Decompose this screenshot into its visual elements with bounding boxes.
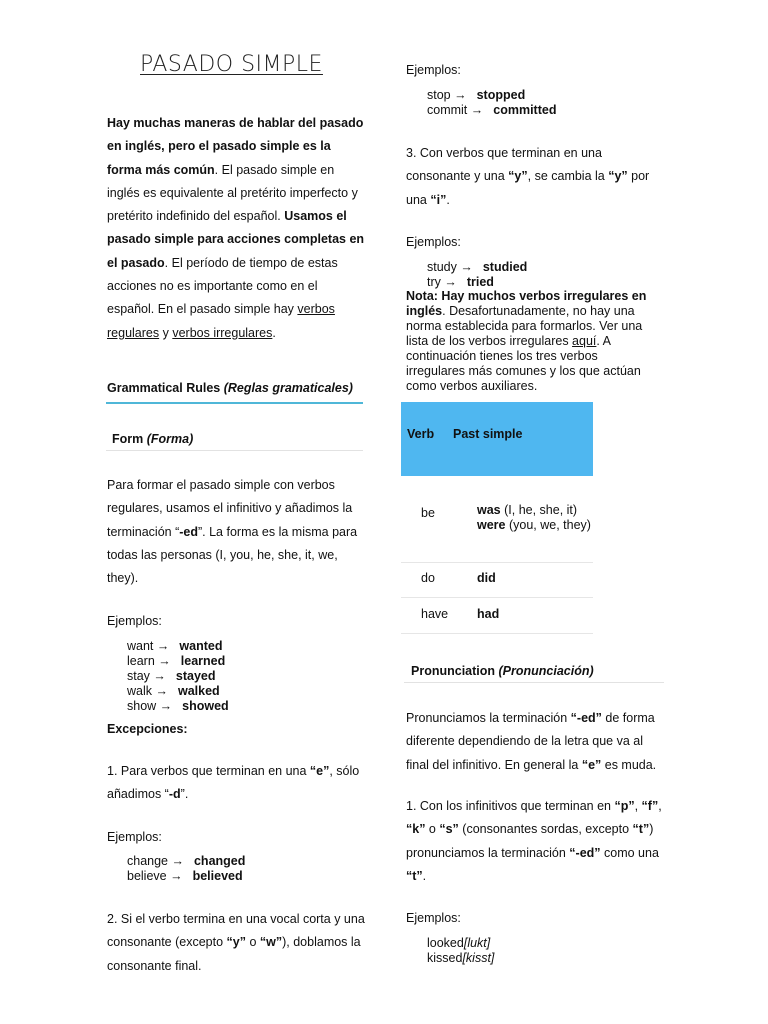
form-label: Form xyxy=(112,432,147,446)
ejemplos-label-4: Ejemplos: xyxy=(406,235,461,249)
table-cell-verb: be xyxy=(421,506,435,520)
intro-text-4: . xyxy=(272,325,276,340)
list-item xyxy=(127,669,229,684)
example-past: learned xyxy=(180,654,226,668)
pronunciation-heading xyxy=(411,664,594,678)
rule-1-paragraph xyxy=(107,760,367,807)
pr1-text-4: como una xyxy=(600,845,659,860)
list-item xyxy=(127,869,245,884)
example-past: stayed xyxy=(175,669,216,683)
example-past: stopped xyxy=(476,88,526,102)
rule1-e: “e” xyxy=(309,764,330,778)
intro-text-3: y xyxy=(159,325,173,340)
rule3-y1: “y” xyxy=(508,169,528,184)
list-item xyxy=(127,654,229,669)
pron-rule-1-paragraph xyxy=(406,795,666,888)
example-base: show → xyxy=(127,699,173,713)
example-past: wanted xyxy=(179,639,223,653)
past-pronouns: (I, he, she, it) xyxy=(500,503,578,517)
pr1-text-5: . xyxy=(422,868,427,883)
rule3-text-4: . xyxy=(446,192,450,207)
list-item xyxy=(127,699,229,714)
example-base: try → xyxy=(427,275,457,289)
table-cell-line xyxy=(477,503,591,518)
rule2-text-1: 2. Si el verbo termina en una vocal corta y una consonante (excepto xyxy=(107,912,365,950)
intro-text-1: . El pasado simple en inglés es equivalente al pretérito imperfecto y pretérito indefinido del español. xyxy=(107,162,358,224)
accent-divider xyxy=(106,402,363,404)
form-text-1: Para formar el pasado simple con verbos regulares, usamos el infinitivo y añadimos la terminación “ xyxy=(107,478,353,539)
pr1-text-3: ) pronunciamos la terminación xyxy=(406,822,654,860)
past-form: were xyxy=(477,518,506,532)
past-form: was xyxy=(477,503,501,517)
table-header-past-simple: Past simple xyxy=(453,427,523,441)
table-row-divider xyxy=(401,597,593,598)
list-item xyxy=(127,854,245,869)
list-item xyxy=(427,103,556,118)
examples-list-3 xyxy=(427,88,556,118)
rule3-text-3: por una xyxy=(406,169,650,207)
example-base: commit → xyxy=(427,103,484,117)
rule1-text-2: , sólo añadimos “ xyxy=(107,764,360,802)
rule3-y2: “y” xyxy=(608,169,628,184)
example-ipa: [kisst] xyxy=(462,951,495,965)
pr1-c1: , xyxy=(634,799,642,813)
rule1-text-1: 1. Para verbos que terminan en una xyxy=(107,764,310,778)
table-cell-past xyxy=(477,503,591,533)
rule2-o: o xyxy=(245,935,260,950)
pr1-text-2: (consonantes sordas, excepto xyxy=(458,822,633,837)
rule2-y: “y” xyxy=(226,935,246,950)
form-divider xyxy=(106,450,363,451)
list-item xyxy=(427,936,494,951)
example-past: walked xyxy=(177,684,220,698)
rule3-i: “i” xyxy=(430,192,447,207)
nota-bold: Nota: Hay muchos verbos irregulares en inglés xyxy=(406,289,647,318)
pr1-ed: “-ed” xyxy=(569,845,601,860)
pr1-c2: , xyxy=(658,799,662,813)
nota-paragraph xyxy=(406,289,656,394)
link-verbos-regulares[interactable]: verbos regulares xyxy=(107,302,335,340)
examples-list-1 xyxy=(127,639,229,714)
example-ipa: [lukt] xyxy=(463,936,491,950)
example-word: looked xyxy=(427,936,464,950)
rule3-text-1: 3. Con verbos que terminan en una consonante y una xyxy=(406,146,602,184)
pr1-text-1: 1. Con los infinitivos que terminan en xyxy=(406,799,615,813)
link-verbos-irregulares[interactable]: verbos irregulares xyxy=(172,325,273,340)
table-header xyxy=(401,402,593,476)
form-ed: -ed xyxy=(179,524,198,539)
list-item xyxy=(427,951,494,966)
example-word: kissed xyxy=(427,951,463,965)
excepciones-heading: Excepciones: xyxy=(107,722,188,736)
link-aqui[interactable]: aquí xyxy=(572,334,597,348)
rule2-text-2: ), doblamos la consonante final. xyxy=(107,935,361,973)
example-past: committed xyxy=(493,103,557,117)
form-paragraph xyxy=(107,474,367,590)
example-past: changed xyxy=(193,854,246,868)
pron-ed: “-ed” xyxy=(570,711,602,725)
pr1-f: “f” xyxy=(641,799,659,813)
rule1-text-3: ”. xyxy=(180,787,189,802)
table-cell-line xyxy=(477,518,591,533)
rule2-w: “w” xyxy=(259,935,283,950)
pr1-s: “s” xyxy=(439,822,459,837)
ejemplos-label-2: Ejemplos: xyxy=(107,830,162,844)
pron-text-2: de forma diferente dependiendo de la letra que va al final del infinitivo. En general la xyxy=(406,711,655,772)
pronunciation-divider xyxy=(404,682,664,683)
examples-list-5 xyxy=(427,936,494,966)
rule-2-paragraph xyxy=(107,908,367,978)
pron-text-1: Pronunciamos la terminación xyxy=(406,711,571,725)
rule1-d: -d xyxy=(168,787,181,802)
example-past: tried xyxy=(466,275,494,289)
example-past: believed xyxy=(192,869,243,883)
example-past: studied xyxy=(482,260,528,274)
table-header-verb: Verb xyxy=(407,427,435,441)
heading-italic: (Reglas gramaticales) xyxy=(223,381,353,395)
table-cell-past: had xyxy=(477,607,500,621)
page-title: PASADO SIMPLE xyxy=(140,52,323,77)
pronunciation-paragraph xyxy=(406,707,666,777)
form-text-2: ”. La forma es la misma para todas las personas (I, you, he, she, it, we, they). xyxy=(107,524,358,586)
example-base: believe → xyxy=(127,869,183,883)
pron-italic: (Pronunciación) xyxy=(498,664,594,678)
list-item xyxy=(127,639,229,654)
pr1-k: “k” xyxy=(406,822,426,837)
example-base: change → xyxy=(127,854,184,868)
example-base: study → xyxy=(427,260,473,274)
intro-paragraph xyxy=(107,112,367,345)
example-base: learn → xyxy=(127,654,171,668)
ejemplos-label-5: Ejemplos: xyxy=(406,911,461,925)
ejemplos-label-3: Ejemplos: xyxy=(406,63,461,77)
table-row-divider xyxy=(401,562,593,563)
list-item xyxy=(427,260,527,275)
nota-text-1: . Desafortunadamente, no hay una norma establecida para formarlos. Ver una lista de los verbos irregulares xyxy=(406,304,643,348)
example-base: stay → xyxy=(127,669,166,683)
pr1-o: o xyxy=(425,822,440,837)
pron-e: “e” xyxy=(581,757,602,772)
examples-list-2 xyxy=(127,854,245,884)
pron-label: Pronunciation xyxy=(411,664,499,678)
intro-bold-2: Usamos el pasado simple para acciones completas en el pasado xyxy=(107,209,365,270)
list-item xyxy=(427,88,556,103)
table-cell-past: did xyxy=(477,571,496,585)
example-base: stop → xyxy=(427,88,467,102)
pr1-t2: “t” xyxy=(406,868,423,883)
example-base: want → xyxy=(127,639,170,653)
list-item xyxy=(127,684,229,699)
example-past: showed xyxy=(182,699,229,713)
past-pronouns: (you, we, they) xyxy=(505,518,591,532)
pron-text-3: es muda. xyxy=(601,757,657,772)
table-cell-verb: do xyxy=(421,571,435,585)
example-base: walk → xyxy=(127,684,168,698)
intro-bold-1: Hay muchas maneras de hablar del pasado en inglés, pero el pasado simple es la forma más común xyxy=(107,116,364,177)
rule-3-paragraph xyxy=(406,142,666,212)
table-cell-verb: have xyxy=(421,607,449,621)
ejemplos-label-1: Ejemplos: xyxy=(107,614,162,628)
pr1-p: “p” xyxy=(614,799,635,813)
pr1-t: “t” xyxy=(632,822,650,837)
intro-text-2: . El período de tiempo de estas acciones no es importante como en el español. En el pasado simple hay xyxy=(107,255,338,317)
form-heading xyxy=(112,432,193,446)
grammatical-rules-heading xyxy=(107,381,367,395)
table-row-divider xyxy=(401,633,593,634)
rule3-text-2: , se cambia la xyxy=(527,169,609,184)
heading-label: Grammatical Rules xyxy=(107,381,224,395)
list-item xyxy=(427,275,527,290)
examples-list-4 xyxy=(427,260,527,290)
nota-text-2: . A continuación tienes los tres verbos irregulares más comunes y los que actúan como verbos auxiliares. xyxy=(406,334,641,393)
form-italic: (Forma) xyxy=(146,432,194,446)
